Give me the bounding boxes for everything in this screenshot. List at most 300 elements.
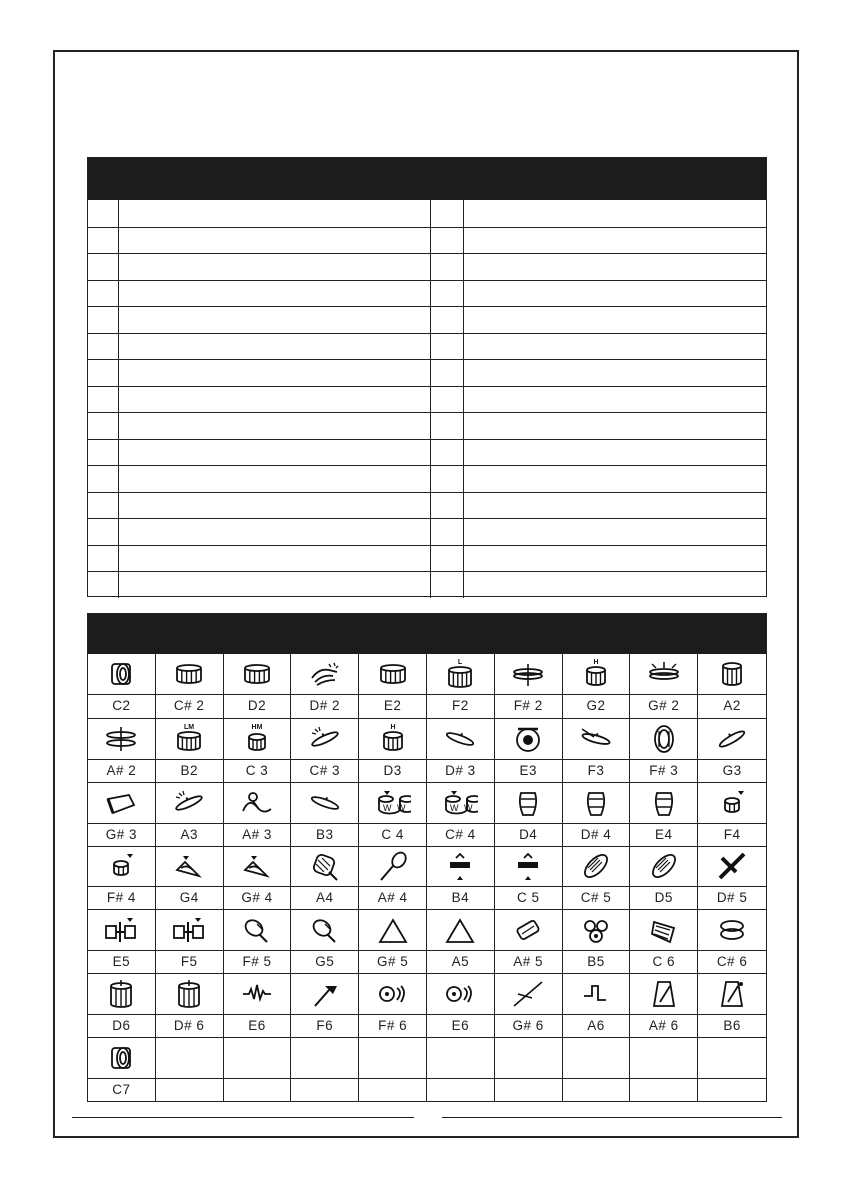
hammer-icon	[291, 974, 358, 1015]
kit-table-row	[88, 253, 766, 280]
note-cell	[88, 910, 156, 973]
bongo-icon	[359, 783, 426, 824]
crash-cymbal-icon	[291, 719, 358, 760]
bongo-icon	[427, 783, 494, 824]
kick-drum-icon	[88, 654, 155, 695]
kit-number-left	[88, 360, 119, 386]
kit-table-row	[88, 200, 766, 227]
icon-table-header	[88, 614, 766, 654]
scratch-icon	[427, 974, 494, 1015]
note-cell	[495, 1038, 563, 1101]
kit-name-left	[119, 228, 431, 254]
kit-name-left	[119, 546, 431, 572]
kit-number-right	[431, 307, 464, 333]
note-label: C2	[112, 697, 131, 713]
note-label: A# 2	[106, 762, 137, 778]
kit-number-left	[88, 307, 119, 333]
note-cell	[427, 974, 495, 1037]
note-label: G3	[722, 762, 742, 778]
note-label: A5	[451, 954, 470, 970]
kit-number-left	[88, 440, 119, 466]
icon-table-row	[88, 654, 766, 718]
scratch-icon	[359, 974, 426, 1015]
note-cell	[563, 1038, 631, 1101]
kit-number-left	[88, 281, 119, 307]
kit-name-left	[119, 387, 431, 413]
note-label: A# 3	[242, 826, 272, 842]
cabasa-icon	[291, 847, 358, 888]
note-cell	[495, 974, 563, 1037]
note-cell	[630, 1038, 698, 1101]
hand-clap-icon	[291, 654, 358, 695]
kit-number-right	[431, 413, 464, 439]
cuica-icon	[224, 910, 291, 951]
note-cell	[224, 847, 292, 910]
svg-text:W: W	[396, 802, 406, 813]
note-label: A# 6	[648, 1018, 679, 1034]
jingle-bell-icon	[563, 910, 630, 951]
kit-number-right	[431, 334, 464, 360]
note-label	[156, 1079, 223, 1102]
conga-icon	[495, 783, 562, 824]
note-cell	[495, 847, 563, 910]
note-label: G# 3	[105, 826, 138, 842]
empty-icon-box	[630, 1038, 697, 1079]
shaker-icon	[495, 910, 562, 951]
kit-name-left	[119, 572, 431, 598]
note-cell	[224, 719, 292, 782]
note-cell	[630, 783, 698, 846]
note-label: F3	[587, 762, 605, 778]
kit-name-left	[119, 334, 431, 360]
kit-table	[87, 157, 767, 597]
icon-table-row	[88, 909, 766, 973]
whistle-icon	[495, 847, 562, 888]
kit-name-right	[464, 281, 766, 307]
note-label	[359, 1079, 426, 1102]
note-cell	[698, 910, 766, 973]
note-label: C 5	[516, 890, 540, 906]
kit-number-right	[431, 228, 464, 254]
empty-icon-box	[291, 1038, 358, 1079]
note-cell	[156, 654, 224, 718]
note-cell	[156, 847, 224, 910]
note-cell	[88, 847, 156, 910]
note-label: A# 4	[377, 890, 408, 906]
kit-table-row	[88, 492, 766, 519]
note-cell	[630, 719, 698, 782]
kit-name-left	[119, 519, 431, 545]
note-label: G# 4	[241, 890, 273, 906]
kit-number-left	[88, 572, 119, 598]
note-cell	[427, 1038, 495, 1101]
tambourine-icon	[630, 719, 697, 760]
surdo-icon	[88, 974, 155, 1015]
svg-text:W: W	[464, 802, 473, 813]
kit-number-right	[431, 254, 464, 280]
note-cell	[563, 847, 631, 910]
maracas-icon	[359, 847, 426, 888]
kit-name-right	[464, 572, 766, 598]
kit-number-left	[88, 387, 119, 413]
kit-name-left	[119, 493, 431, 519]
note-cell	[291, 974, 359, 1037]
sticks-icon	[495, 974, 562, 1015]
svg-text:L: L	[458, 658, 463, 666]
note-label: D2	[247, 697, 267, 713]
note-label: F5	[180, 954, 198, 970]
snare-drum-icon	[224, 654, 291, 695]
note-cell	[427, 847, 495, 910]
note-cell	[88, 1038, 156, 1101]
note-label: E4	[655, 826, 673, 842]
svg-text:W: W	[382, 802, 392, 813]
kit-table-row	[88, 439, 766, 466]
note-cell	[563, 974, 631, 1037]
kit-number-left	[88, 200, 119, 227]
vibraslap-icon	[224, 783, 291, 824]
kit-number-right	[431, 572, 464, 598]
note-label: B3	[316, 826, 334, 842]
cowbell-icon	[88, 783, 155, 824]
note-label: C 4	[381, 826, 404, 842]
metronome-click-icon	[630, 974, 697, 1015]
kit-table-row	[88, 306, 766, 333]
note-label: F# 3	[649, 762, 679, 778]
kit-number-left	[88, 493, 119, 519]
kit-name-left	[119, 254, 431, 280]
cuica-icon	[291, 910, 358, 951]
footer-rule-left	[72, 1117, 414, 1118]
note-label: D5	[654, 890, 673, 906]
note-cell	[630, 847, 698, 910]
svg-text:H: H	[390, 723, 396, 731]
empty-icon-box	[427, 1038, 494, 1079]
note-label: B6	[723, 1018, 741, 1034]
note-label: A2	[723, 697, 741, 713]
note-cell	[156, 783, 224, 846]
note-label: E6	[248, 1018, 266, 1034]
note-cell	[359, 719, 427, 782]
kit-number-right	[431, 519, 464, 545]
note-cell	[630, 910, 698, 973]
bell-tree-icon	[630, 910, 697, 951]
svg-text:W: W	[450, 802, 459, 813]
note-label: C# 6	[716, 954, 748, 970]
kit-table-header	[88, 158, 766, 200]
note-label: D3	[383, 762, 402, 778]
ride-bell-icon	[563, 719, 630, 760]
note-cell	[224, 654, 292, 718]
kit-name-right	[464, 493, 766, 519]
empty-icon-box	[156, 1038, 223, 1079]
note-cell	[291, 783, 359, 846]
note-label	[291, 1079, 358, 1102]
note-cell	[224, 783, 292, 846]
note-label: F# 2	[513, 697, 543, 713]
note-label: B5	[587, 954, 605, 970]
note-label: C# 2	[173, 697, 205, 713]
note-cell	[291, 910, 359, 973]
agogo-icon	[224, 847, 291, 888]
note-label: B2	[180, 762, 198, 778]
kit-name-right	[464, 519, 766, 545]
splash-cymbal-icon	[698, 719, 766, 760]
note-cell	[427, 910, 495, 973]
note-label: C# 3	[309, 762, 341, 778]
note-label: B4	[451, 890, 470, 906]
note-label: A4	[316, 890, 334, 906]
note-cell	[698, 974, 766, 1037]
note-label: G5	[315, 954, 335, 970]
metronome-bell-icon	[698, 974, 766, 1015]
svg-text:LM: LM	[184, 723, 195, 731]
note-label	[630, 1079, 697, 1102]
note-cell	[563, 783, 631, 846]
noise-icon	[224, 974, 291, 1015]
kit-name-right	[464, 334, 766, 360]
kit-name-right	[464, 200, 766, 227]
note-label: F4	[723, 826, 741, 842]
high-tom-icon	[359, 719, 426, 760]
note-label	[224, 1079, 291, 1102]
note-label: G# 5	[376, 954, 409, 970]
square-click-icon	[563, 974, 630, 1015]
empty-icon-box	[698, 1038, 766, 1079]
kit-table-body	[88, 200, 766, 598]
icon-table-row	[88, 846, 766, 910]
note-cell	[427, 783, 495, 846]
kit-number-left	[88, 546, 119, 572]
low-tom-icon	[427, 654, 494, 695]
note-label: D# 3	[445, 762, 476, 778]
kit-table-row	[88, 280, 766, 307]
note-label: G2	[586, 697, 606, 713]
high-mid-tom-icon	[224, 719, 291, 760]
kit-number-left	[88, 466, 119, 492]
note-label: C# 5	[580, 890, 612, 906]
kit-name-right	[464, 307, 766, 333]
ride-cymbal-icon	[291, 783, 358, 824]
note-label: C# 4	[445, 826, 476, 842]
note-cell	[224, 1038, 292, 1101]
kit-name-left	[119, 466, 431, 492]
kit-table-row	[88, 386, 766, 413]
note-cell	[359, 1038, 427, 1101]
note-label: F# 6	[378, 1018, 408, 1034]
note-label	[563, 1079, 630, 1102]
chinese-cymbal-icon	[495, 719, 562, 760]
kit-table-row	[88, 545, 766, 572]
note-cell	[359, 910, 427, 973]
svg-text:H: H	[593, 658, 599, 666]
note-label: D# 2	[309, 697, 341, 713]
kit-name-right	[464, 546, 766, 572]
note-cell	[563, 719, 631, 782]
note-cell	[291, 847, 359, 910]
kit-number-left	[88, 334, 119, 360]
footer-rule-right	[442, 1117, 782, 1118]
note-cell	[88, 654, 156, 718]
kit-name-right	[464, 413, 766, 439]
note-cell	[495, 910, 563, 973]
low-mid-tom-icon	[156, 719, 223, 760]
icon-table-row	[88, 718, 766, 782]
snare-drum-icon	[359, 654, 426, 695]
note-cell	[495, 783, 563, 846]
note-label: G# 2	[648, 697, 680, 713]
kit-number-right	[431, 493, 464, 519]
kit-number-right	[431, 200, 464, 227]
triangle-icon	[359, 910, 426, 951]
high-tom-icon	[563, 654, 630, 695]
note-cell	[359, 974, 427, 1037]
kit-number-right	[431, 546, 464, 572]
note-label: E5	[112, 954, 131, 970]
note-label: C 6	[652, 954, 676, 970]
note-cell	[156, 974, 224, 1037]
icon-table-row	[88, 973, 766, 1037]
surdo-icon	[156, 974, 223, 1015]
kit-name-left	[119, 413, 431, 439]
note-cell	[495, 719, 563, 782]
svg-text:HM: HM	[251, 723, 263, 731]
kit-name-right	[464, 360, 766, 386]
note-cell	[291, 654, 359, 718]
timbale-icon	[698, 783, 766, 824]
note-cell	[698, 719, 766, 782]
note-label: F6	[316, 1018, 334, 1034]
note-label: C 3	[245, 762, 269, 778]
kit-table-row	[88, 412, 766, 439]
kit-number-right	[431, 281, 464, 307]
conga-icon	[630, 783, 697, 824]
icon-table-row	[88, 782, 766, 846]
snare-drum-icon	[156, 654, 223, 695]
note-cell	[698, 783, 766, 846]
kit-number-right	[431, 440, 464, 466]
note-cell	[291, 1038, 359, 1101]
note-cell	[427, 719, 495, 782]
kit-number-right	[431, 360, 464, 386]
note-label: D4	[519, 826, 538, 842]
kit-name-right	[464, 440, 766, 466]
note-label: D# 6	[173, 1018, 205, 1034]
note-label: E6	[451, 1018, 470, 1034]
claves-icon	[698, 847, 766, 888]
castanets-icon	[698, 910, 766, 951]
note-cell	[563, 654, 631, 718]
note-cell	[88, 783, 156, 846]
note-cell	[291, 719, 359, 782]
kit-number-right	[431, 387, 464, 413]
note-label: A# 5	[513, 954, 544, 970]
triangle-icon	[427, 910, 494, 951]
agogo-icon	[156, 847, 223, 888]
note-cell	[630, 974, 698, 1037]
note-label: G4	[179, 890, 199, 906]
note-label: E3	[519, 762, 537, 778]
conga-icon	[563, 783, 630, 824]
kit-table-row	[88, 571, 766, 598]
note-label: F# 5	[242, 954, 272, 970]
empty-icon-box	[359, 1038, 426, 1079]
ride-cymbal-icon	[427, 719, 494, 760]
icon-table-row	[88, 1037, 766, 1101]
note-cell	[88, 719, 156, 782]
kit-name-left	[119, 281, 431, 307]
note-cell	[563, 910, 631, 973]
note-label: C7	[112, 1082, 131, 1097]
closed-hihat-icon	[495, 654, 562, 695]
whistle-icon	[427, 847, 494, 888]
note-cell	[359, 847, 427, 910]
note-cell	[698, 847, 766, 910]
note-label	[495, 1079, 562, 1102]
note-cell	[495, 654, 563, 718]
kit-table-row	[88, 333, 766, 360]
note-label: F2	[452, 697, 469, 713]
note-cell	[156, 719, 224, 782]
note-cell	[427, 654, 495, 718]
kit-number-right	[431, 466, 464, 492]
note-label: A3	[180, 826, 198, 842]
note-cell	[698, 1038, 766, 1101]
kit-number-left	[88, 254, 119, 280]
note-label: G# 6	[512, 1018, 544, 1034]
kick-drum-icon	[88, 1038, 155, 1079]
note-cell	[359, 783, 427, 846]
kit-number-left	[88, 413, 119, 439]
kit-name-left	[119, 200, 431, 227]
note-label: D6	[112, 1018, 131, 1034]
timbale-icon	[88, 847, 155, 888]
note-label: E2	[383, 697, 402, 713]
note-cell	[224, 974, 292, 1037]
kit-name-right	[464, 228, 766, 254]
note-label: D# 5	[716, 890, 748, 906]
kit-number-left	[88, 228, 119, 254]
kit-table-row	[88, 465, 766, 492]
icon-table	[87, 613, 767, 1102]
kit-name-left	[119, 307, 431, 333]
kit-name-right	[464, 466, 766, 492]
kit-number-left	[88, 519, 119, 545]
kit-table-row	[88, 359, 766, 386]
note-label	[698, 1079, 766, 1102]
note-cell	[359, 654, 427, 718]
tom-icon	[698, 654, 766, 695]
note-label: A6	[587, 1018, 605, 1034]
empty-icon-box	[563, 1038, 630, 1079]
wood-block-icon	[156, 910, 223, 951]
kit-table-row	[88, 518, 766, 545]
note-cell	[224, 910, 292, 973]
pedal-hihat-icon	[630, 654, 697, 695]
note-cell	[88, 974, 156, 1037]
kit-name-right	[464, 254, 766, 280]
wood-block-icon	[88, 910, 155, 951]
kit-name-left	[119, 360, 431, 386]
empty-icon-box	[495, 1038, 562, 1079]
kit-name-left	[119, 440, 431, 466]
guiro-icon	[563, 847, 630, 888]
kit-name-right	[464, 387, 766, 413]
open-hihat-icon	[88, 719, 155, 760]
icon-grid	[88, 654, 766, 1101]
note-cell	[156, 1038, 224, 1101]
note-cell	[630, 654, 698, 718]
